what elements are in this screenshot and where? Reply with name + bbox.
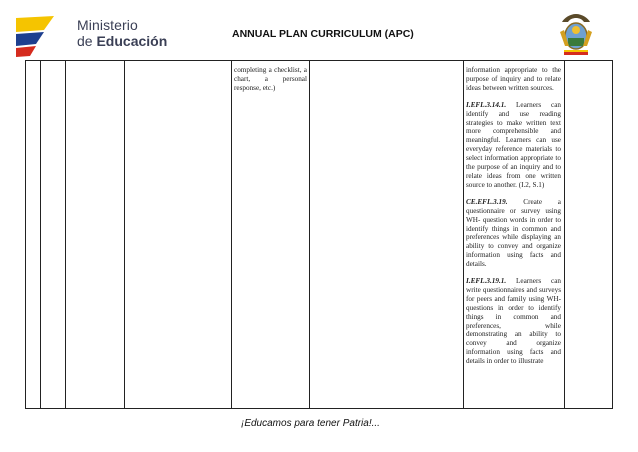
logo-wordmark (77, 18, 167, 48)
column-divider (564, 61, 565, 408)
indicator-3-19-1 (466, 277, 561, 366)
document-title: ANNUAL PLAN CURRICULUM (APC) (232, 28, 414, 40)
assessment-cell (234, 66, 307, 101)
logo-line-2-bold: Educación (96, 33, 168, 49)
logo-line-2-prefix: de (77, 33, 97, 49)
criteria-intro: information appropriate to the purpose of inquiry and to relate ideas between written sources. (466, 66, 561, 92)
logo-line-2 (77, 34, 167, 48)
criterion-text: Create a questionnaire or survey using WH- question words in order to identify things in common and preferences while displaying an ability to convey and organize information using facts and details. (466, 197, 561, 269)
indicator-code: I.EFL.3.19.1. (466, 277, 507, 286)
column-divider (65, 61, 66, 408)
coat-of-arms-icon (556, 12, 596, 60)
criterion-3-19 (466, 198, 561, 269)
column-divider (309, 61, 310, 408)
column-divider (40, 61, 41, 408)
indicator-code: I.EFL.3.14.1. (466, 100, 507, 109)
indicator-3-14-1 (466, 101, 561, 190)
criterion-code: CE.EFL.3.19. (466, 197, 508, 206)
assessment-text: completing a checklist, a chart, a personal response, etc.) (234, 66, 307, 92)
column-divider (463, 61, 464, 408)
criteria-cell (466, 66, 561, 374)
column-divider (231, 61, 232, 408)
indicator-text: Learners can identify and use reading strategies to make written text more comprehensible and meaningful. Learners can use everyday reference materials to select information appropriate to the purpose of an inquiry and to relate ideas from one written source to another. (I.2, S.1) (466, 100, 561, 189)
logo-line-1: Ministerio (77, 17, 138, 33)
ecuador-flag-icon (14, 12, 76, 58)
footer-slogan: ¡Educamos para tener Patria!... (241, 418, 380, 429)
indicator-text: Learners can write questionnaires and surveys for peers and family using WH- questions in order to identify things in common and preferences, while demonstrating an ability to convey and organize information using facts and details in order to illustrate (466, 277, 561, 366)
column-divider (124, 61, 125, 408)
curriculum-table (25, 60, 613, 409)
